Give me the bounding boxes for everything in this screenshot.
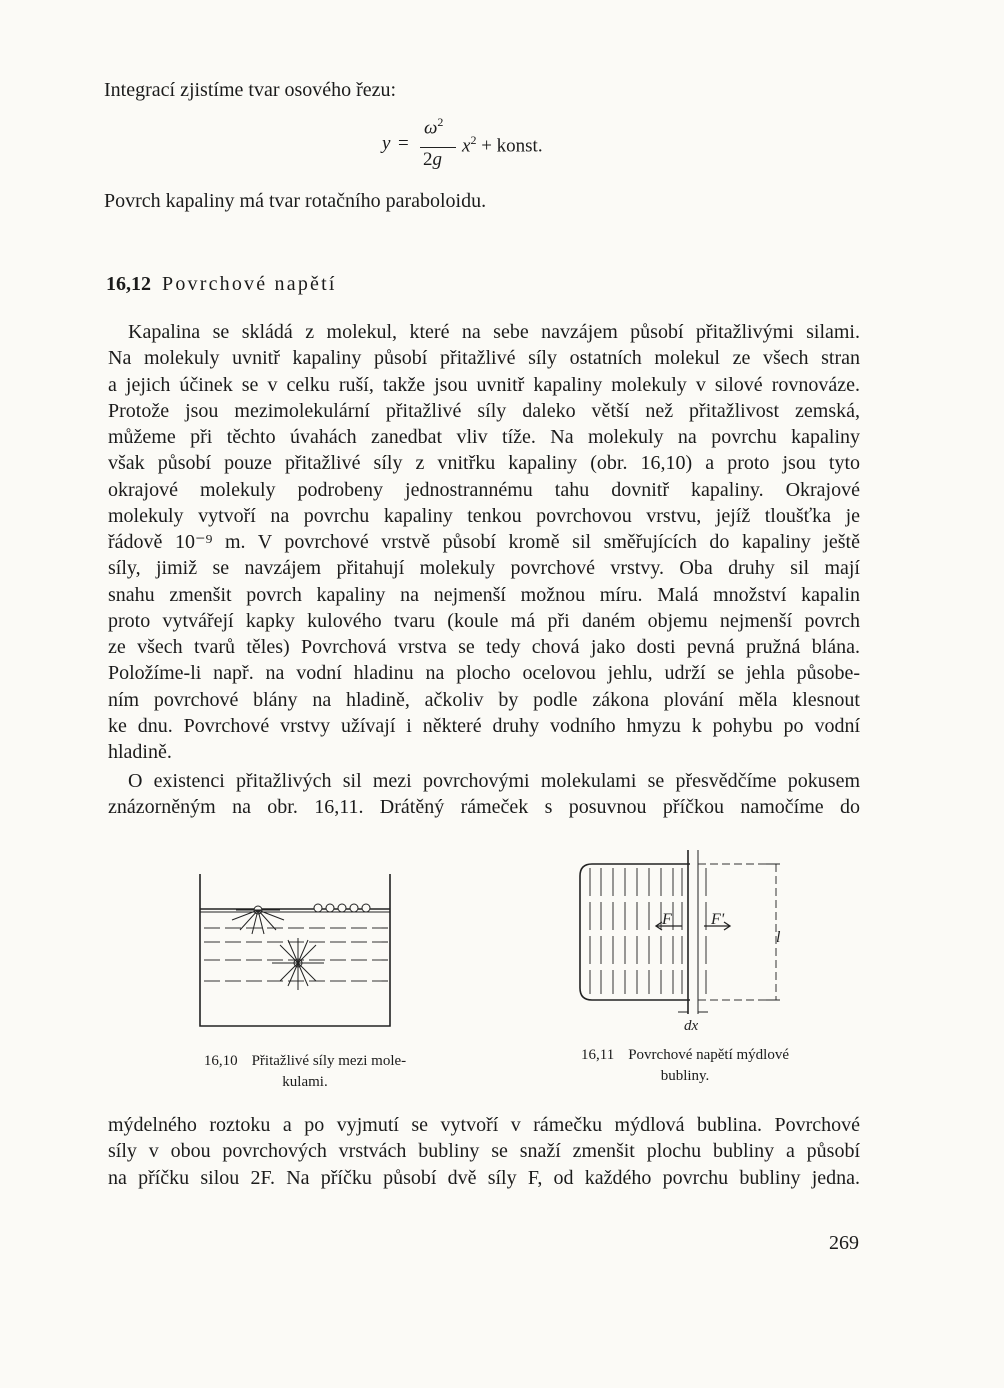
text-line: a jejich účinek se v celku ruší, takže jsou uvnitř kapaliny molekuly v silové rovnováze. (108, 373, 860, 396)
paragraph-3 (108, 1112, 860, 1191)
caption-line: kulami. (282, 1074, 328, 1090)
text-line: ke dnu. Povrchové vrstvy užívají i některé druhy vodního hmyzu k pohybu po vodní (108, 714, 860, 737)
text-line: okrajové molekuly podrobeny jednostrannému tahu dovnitř kapaliny. Okrajové (108, 478, 860, 501)
text-line: hladině. (108, 741, 172, 763)
text-line: snahu zmenšit povrch kapaliny na nejmenší možnou míru. Malá množství kapalin (108, 583, 860, 606)
text-line: ze všech tvarů těles) Povrchová vrstva se tedy chová jako dosti pevná pružná blána. (108, 636, 860, 658)
eq-rest: $x^2$ + konst. (462, 133, 543, 157)
caption-number: 16,11 (581, 1047, 615, 1063)
width-label-dx: dx (684, 1018, 699, 1034)
text-line: můžeme při těchto úvahách zanedbat vliv tíže. Na molekuly na povrchu kapaliny (108, 426, 860, 448)
text-line: molekuly vytvoří na povrchu kapaliny tenkou povrchovou vrstvu, jejíž tloušťka je (108, 504, 860, 527)
intro-line: Integrací zjistíme tvar osového řezu: (104, 79, 397, 101)
text-line: síly, jimiž se navzájem přitahují molekuly povrchové vrstvy. Oba druhy sil mají (108, 557, 860, 580)
figure-molecular-forces (192, 870, 422, 1030)
force-label-F-prime: F' (711, 911, 725, 928)
section-number: 16,12 (106, 273, 151, 295)
text-line: řádově 10⁻⁹ m. V povrchové vrstvě působí kromě sil směřujících do kapaliny ještě (108, 531, 860, 553)
caption-number: 16,10 (203, 1053, 238, 1069)
paragraph-2 (108, 768, 860, 821)
text-line: znázorněným na obr. 16,11. Drátěný rámeček s posuvnou příčkou namočíme do (108, 796, 860, 819)
eq-lhs: y (382, 133, 391, 154)
text-line: Kapalina se skládá z molekul, které na sebe navzájem působí přitažlivými silami. (128, 321, 860, 343)
text-line: ním povrchové blány na hladině, ačkoliv by podle zákona plování měla klesnout (108, 688, 860, 711)
figure-1-caption (160, 1051, 450, 1093)
text-line: na příčku silou 2F. Na příčku působí dvě síly F, od každého povrchu bubliny jedna. (108, 1166, 860, 1189)
text-line: proto vytvářejí kapky kulového tvaru (koule má při daném objemu nejmenší povrch (108, 609, 860, 632)
length-label-l: l (776, 929, 781, 946)
section-heading (106, 271, 337, 297)
fraction-bar (420, 147, 456, 148)
force-label-F: F (662, 911, 672, 928)
caption-line: Přitažlivé síly mezi mole- (251, 1053, 407, 1069)
caption-line: bubliny. (660, 1068, 710, 1084)
paraboloid-equation (382, 115, 602, 182)
text-line: síly v obou povrchových vrstvách bubliny se snaží zmenšit plochu bubliny a působí (108, 1140, 860, 1163)
eq-denominator: 2g (423, 149, 442, 170)
caption-line: Povrchové napětí mýdlové (628, 1047, 789, 1063)
figure-soap-film-frame (570, 844, 830, 1044)
figure-2-caption (535, 1045, 835, 1087)
section-title: Povrchové napětí (162, 273, 337, 295)
paraboloid-statement: Povrch kapaliny má tvar rotačního paraboloidu. (104, 190, 487, 212)
text-line: Protože jsou mezimolekulární přitažlivé síly daleko větší než přitažlivost zemská, (108, 399, 860, 422)
text-line: mýdelného roztoku a po vyjmutí se vytvoří v rámečku mýdlová bublina. Povrchové (108, 1114, 860, 1136)
page-number: 269 (829, 1232, 859, 1254)
text-line: Na molekuly uvnitř kapaliny působí přitažlivé síly ostatních molekul ze všech stran (108, 347, 860, 370)
eq-sign: = (398, 133, 409, 154)
eq-numerator: $\omega^2$ (424, 115, 444, 139)
paragraph-1 (108, 319, 860, 765)
text-line: Položíme-li např. na vodní hladinu na plocho ocelovou jehlu, udrží se jehla působe- (108, 662, 860, 685)
text-line: však působí pouze přitažlivé síly z vnitřku kapaliny (obr. 16,10) a proto jsou tyto (108, 452, 860, 475)
text-line: O existenci přitažlivých sil mezi povrchovými molekulami se přesvědčíme pokusem (128, 770, 860, 792)
